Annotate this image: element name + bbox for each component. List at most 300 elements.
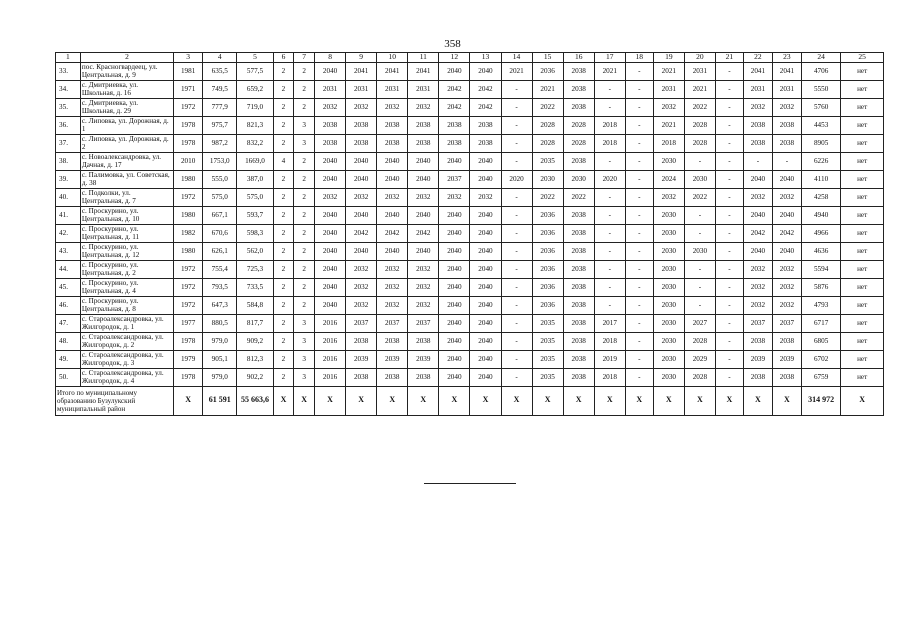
table-cell: 2038 xyxy=(563,314,594,332)
total-row xyxy=(56,386,884,415)
table-cell: - xyxy=(715,278,743,296)
row-number: 33. xyxy=(56,62,81,80)
table-cell: 2 xyxy=(273,314,294,332)
table-cell: 2022 xyxy=(684,98,715,116)
table-cell: 2040 xyxy=(439,278,470,296)
total-cell: X xyxy=(377,386,408,415)
table-cell: 1981 xyxy=(174,62,203,80)
total-cell: 55 663,6 xyxy=(237,386,273,415)
table-cell: 1669,0 xyxy=(237,152,273,170)
table-cell: - xyxy=(501,224,532,242)
table-cell: 2042 xyxy=(743,224,772,242)
table-cell: - xyxy=(715,260,743,278)
table-cell: 1971 xyxy=(174,80,203,98)
address-cell: с. Липовка, ул. Дорожная, д. 1 xyxy=(80,116,173,134)
table-cell: 2 xyxy=(294,62,315,80)
table-cell: 6717 xyxy=(801,314,840,332)
table-cell: 2 xyxy=(273,224,294,242)
table-cell: 2041 xyxy=(377,62,408,80)
table-cell: 2032 xyxy=(346,278,377,296)
table-cell: 2032 xyxy=(377,188,408,206)
table-cell: 5550 xyxy=(801,80,840,98)
table-cell: 2042 xyxy=(439,98,470,116)
table-cell: 2040 xyxy=(346,242,377,260)
table-cell: 2040 xyxy=(408,206,439,224)
table-cell: 2035 xyxy=(532,332,563,350)
table-cell: 2035 xyxy=(532,314,563,332)
table-cell: 2042 xyxy=(470,80,501,98)
table-cell: - xyxy=(715,188,743,206)
row-number: 40. xyxy=(56,188,81,206)
table-cell: 2038 xyxy=(377,116,408,134)
table-cell: 2040 xyxy=(377,170,408,188)
table-cell: 2040 xyxy=(439,368,470,386)
table-cell: 905,1 xyxy=(203,350,237,368)
table-cell: 2038 xyxy=(439,116,470,134)
table-cell: 2030 xyxy=(653,278,684,296)
table-cell: 2037 xyxy=(439,170,470,188)
table-cell: 2038 xyxy=(563,350,594,368)
table-row xyxy=(56,314,884,332)
table-cell: - xyxy=(715,170,743,188)
table-cell: 2040 xyxy=(470,170,501,188)
table-cell: 2040 xyxy=(470,314,501,332)
table-cell: - xyxy=(625,350,653,368)
address-cell: с. Проскурино, ул. Центральная, д. 12 xyxy=(80,242,173,260)
table-cell: 6702 xyxy=(801,350,840,368)
table-cell: - xyxy=(715,62,743,80)
table-cell: 2040 xyxy=(470,206,501,224)
column-header: 4 xyxy=(203,53,237,63)
table-cell: 2042 xyxy=(377,224,408,242)
column-header: 5 xyxy=(237,53,273,63)
table-cell: 2041 xyxy=(408,62,439,80)
table-cell: 2040 xyxy=(408,242,439,260)
table-cell: 2 xyxy=(273,170,294,188)
address-cell: с. Липовка, ул. Дорожная, д. 2 xyxy=(80,134,173,152)
table-cell: 2 xyxy=(273,350,294,368)
table-cell: нет xyxy=(841,170,884,188)
table-cell: 2030 xyxy=(684,242,715,260)
table-cell: - xyxy=(715,242,743,260)
table-row xyxy=(56,98,884,116)
column-header: 3 xyxy=(174,53,203,63)
table-cell: 4 xyxy=(273,152,294,170)
table-row xyxy=(56,332,884,350)
table-cell: 2038 xyxy=(563,206,594,224)
address-cell: с. Староалександровка, ул. Жилгородок, д. 4 xyxy=(80,368,173,386)
total-cell: X xyxy=(294,386,315,415)
table-cell: 2021 xyxy=(653,116,684,134)
table-cell: 1972 xyxy=(174,98,203,116)
table-cell: - xyxy=(715,314,743,332)
table-cell: 2030 xyxy=(532,170,563,188)
column-header: 11 xyxy=(408,53,439,63)
table-cell: 2040 xyxy=(439,224,470,242)
table-cell: 1972 xyxy=(174,296,203,314)
table-cell: 2 xyxy=(294,242,315,260)
table-cell: нет xyxy=(841,98,884,116)
table-row xyxy=(56,80,884,98)
table-cell: - xyxy=(625,242,653,260)
address-cell: с. Новоалександровка, ул. Дачная, д. 17 xyxy=(80,152,173,170)
row-number: 37. xyxy=(56,134,81,152)
table-cell: 2040 xyxy=(377,242,408,260)
table-cell: 2 xyxy=(294,260,315,278)
table-cell: - xyxy=(715,296,743,314)
table-cell: 598,3 xyxy=(237,224,273,242)
table-cell: 2030 xyxy=(653,296,684,314)
total-cell: X xyxy=(772,386,801,415)
table-cell: - xyxy=(625,116,653,134)
table-cell: 2037 xyxy=(772,314,801,332)
table-cell: - xyxy=(625,314,653,332)
table-cell: - xyxy=(625,188,653,206)
table-cell: 979,0 xyxy=(203,332,237,350)
table-cell: 2028 xyxy=(563,116,594,134)
table-cell: 2037 xyxy=(377,314,408,332)
table-cell: нет xyxy=(841,224,884,242)
table-cell: 577,5 xyxy=(237,62,273,80)
table-cell: 2038 xyxy=(346,332,377,350)
table-cell: 555,0 xyxy=(203,170,237,188)
page-number: 358 xyxy=(444,38,461,50)
table-cell: 2040 xyxy=(470,224,501,242)
table-cell: - xyxy=(501,134,532,152)
table-cell: 2020 xyxy=(501,170,532,188)
table-cell: 562,0 xyxy=(237,242,273,260)
table-cell: 3 xyxy=(294,314,315,332)
table-cell: 3 xyxy=(294,332,315,350)
column-header: 19 xyxy=(653,53,684,63)
table-cell: нет xyxy=(841,80,884,98)
table-cell: нет xyxy=(841,242,884,260)
table-cell: - xyxy=(684,224,715,242)
table-cell: 2018 xyxy=(594,368,625,386)
table-cell: 2032 xyxy=(743,260,772,278)
table-cell: 2038 xyxy=(315,116,346,134)
table-cell: 2040 xyxy=(470,260,501,278)
table-cell: - xyxy=(594,224,625,242)
table-cell: 2038 xyxy=(377,134,408,152)
table-cell: - xyxy=(715,332,743,350)
table-cell: 2038 xyxy=(377,368,408,386)
table-cell: 2036 xyxy=(532,206,563,224)
table-cell: 2040 xyxy=(439,296,470,314)
total-label: Итого по муниципальному образованию Бузулукский муниципальный район xyxy=(56,386,174,415)
table-cell: 2032 xyxy=(346,296,377,314)
table-cell: 2042 xyxy=(408,224,439,242)
table-cell: 2 xyxy=(273,116,294,134)
table-cell: 2028 xyxy=(684,332,715,350)
table-cell: 635,5 xyxy=(203,62,237,80)
table-cell: 2032 xyxy=(772,296,801,314)
table-cell: 2020 xyxy=(594,170,625,188)
row-number: 39. xyxy=(56,170,81,188)
table-cell: - xyxy=(625,332,653,350)
table-cell: 4110 xyxy=(801,170,840,188)
table-row xyxy=(56,242,884,260)
table-cell: 2038 xyxy=(563,224,594,242)
table-cell: 2038 xyxy=(743,332,772,350)
column-header: 12 xyxy=(439,53,470,63)
table-cell: 4793 xyxy=(801,296,840,314)
table-cell: 2 xyxy=(294,98,315,116)
table-cell: 2 xyxy=(294,170,315,188)
table-cell: 1979 xyxy=(174,350,203,368)
table-cell: 2040 xyxy=(315,260,346,278)
table-cell: 2 xyxy=(273,188,294,206)
table-cell: - xyxy=(501,314,532,332)
table-cell: 2040 xyxy=(772,170,801,188)
table-cell: 2040 xyxy=(408,170,439,188)
table-cell: 2016 xyxy=(315,368,346,386)
table-cell: 647,3 xyxy=(203,296,237,314)
table-cell: 817,7 xyxy=(237,314,273,332)
total-cell: X xyxy=(653,386,684,415)
table-cell: 2028 xyxy=(684,116,715,134)
table-cell: 2038 xyxy=(315,134,346,152)
table-cell: 2040 xyxy=(470,368,501,386)
table-cell: 2029 xyxy=(684,350,715,368)
column-header: 10 xyxy=(377,53,408,63)
table-cell: 2028 xyxy=(532,134,563,152)
table-cell: - xyxy=(501,152,532,170)
table-cell: - xyxy=(501,242,532,260)
column-header: 24 xyxy=(801,53,840,63)
table-cell: 1753,0 xyxy=(203,152,237,170)
table-cell: 2 xyxy=(273,278,294,296)
table-cell: - xyxy=(594,152,625,170)
table-cell: 2038 xyxy=(439,134,470,152)
table-cell: 4940 xyxy=(801,206,840,224)
table-cell: 2037 xyxy=(346,314,377,332)
table-cell: 2040 xyxy=(346,206,377,224)
table-cell: 1978 xyxy=(174,116,203,134)
table-cell: нет xyxy=(841,314,884,332)
table-cell: 2039 xyxy=(377,350,408,368)
table-row xyxy=(56,152,884,170)
table-cell: - xyxy=(715,80,743,98)
table-cell: 2032 xyxy=(408,278,439,296)
table-cell: 2042 xyxy=(772,224,801,242)
table-cell: 719,0 xyxy=(237,98,273,116)
table-cell: 2038 xyxy=(772,332,801,350)
table-cell: 2022 xyxy=(563,188,594,206)
row-number: 47. xyxy=(56,314,81,332)
address-cell: с. Староалександровка, ул. Жилгородок, д. 3 xyxy=(80,350,173,368)
table-cell: 2040 xyxy=(772,242,801,260)
table-cell: 2030 xyxy=(653,206,684,224)
table-cell: - xyxy=(501,296,532,314)
row-number: 35. xyxy=(56,98,81,116)
row-number: 43. xyxy=(56,242,81,260)
table-cell: 2018 xyxy=(594,116,625,134)
table-row xyxy=(56,206,884,224)
table-cell: 2032 xyxy=(408,188,439,206)
table-cell: - xyxy=(684,278,715,296)
table-cell: 2030 xyxy=(653,260,684,278)
table-cell: 2 xyxy=(273,62,294,80)
table-cell: 2 xyxy=(294,152,315,170)
table-cell: 2039 xyxy=(408,350,439,368)
table-cell: 2032 xyxy=(315,188,346,206)
table-cell: 5594 xyxy=(801,260,840,278)
column-header: 6 xyxy=(273,53,294,63)
table-cell: 755,4 xyxy=(203,260,237,278)
table-cell: 2032 xyxy=(377,260,408,278)
table-cell: 2032 xyxy=(743,278,772,296)
table-cell: 2035 xyxy=(532,152,563,170)
table-cell: 2 xyxy=(273,206,294,224)
table-cell: 1980 xyxy=(174,206,203,224)
table-cell: 2031 xyxy=(346,80,377,98)
table-cell: 2040 xyxy=(439,260,470,278)
table-cell: 777,9 xyxy=(203,98,237,116)
closing-rule xyxy=(424,483,516,484)
table-cell: 2022 xyxy=(532,188,563,206)
table-cell: 2031 xyxy=(315,80,346,98)
table-cell: 2021 xyxy=(653,62,684,80)
table-cell: 2 xyxy=(294,80,315,98)
table-cell: - xyxy=(594,296,625,314)
table-cell: 725,3 xyxy=(237,260,273,278)
table-cell: 2030 xyxy=(653,332,684,350)
header-row xyxy=(56,53,884,63)
table-row xyxy=(56,368,884,386)
table-cell: 6226 xyxy=(801,152,840,170)
table-cell: 2027 xyxy=(684,314,715,332)
housing-register-table xyxy=(55,52,884,416)
table-cell: 2031 xyxy=(653,80,684,98)
table-cell: 2 xyxy=(294,296,315,314)
table-cell: - xyxy=(501,80,532,98)
table-cell: 2030 xyxy=(653,242,684,260)
address-cell: с. Проскурино, ул. Центральная, д. 2 xyxy=(80,260,173,278)
table-cell: 1972 xyxy=(174,260,203,278)
table-cell: 2036 xyxy=(532,224,563,242)
table-row xyxy=(56,278,884,296)
table-cell: 2041 xyxy=(346,62,377,80)
table-cell: 2019 xyxy=(594,350,625,368)
table-cell: 4258 xyxy=(801,188,840,206)
column-header: 22 xyxy=(743,53,772,63)
table-cell: 2030 xyxy=(653,224,684,242)
table-cell: - xyxy=(501,260,532,278)
table-cell: - xyxy=(501,368,532,386)
table-cell: - xyxy=(715,206,743,224)
table-cell: - xyxy=(594,206,625,224)
table-cell: 2040 xyxy=(439,350,470,368)
row-number: 36. xyxy=(56,116,81,134)
table-cell: 667,1 xyxy=(203,206,237,224)
table-cell: 2036 xyxy=(532,62,563,80)
table-cell: 2030 xyxy=(653,350,684,368)
table-cell: 1980 xyxy=(174,170,203,188)
table-cell: 2042 xyxy=(346,224,377,242)
table-cell: 2040 xyxy=(470,350,501,368)
table-cell: 2030 xyxy=(563,170,594,188)
table-cell: - xyxy=(625,224,653,242)
column-header: 17 xyxy=(594,53,625,63)
table-cell: 2038 xyxy=(470,134,501,152)
table-cell: 2 xyxy=(273,296,294,314)
table-cell: - xyxy=(625,278,653,296)
address-cell: с. Палимовка, ул. Советская, д. 38 xyxy=(80,170,173,188)
table-cell: 2028 xyxy=(532,116,563,134)
table-row xyxy=(56,296,884,314)
table-cell: 575,0 xyxy=(237,188,273,206)
table-cell: 2042 xyxy=(470,98,501,116)
table-cell: нет xyxy=(841,350,884,368)
table-cell: 2032 xyxy=(408,260,439,278)
table-cell: 2 xyxy=(294,278,315,296)
total-cell: X xyxy=(715,386,743,415)
table-cell: 2035 xyxy=(532,350,563,368)
table-cell: 4636 xyxy=(801,242,840,260)
table-cell: 1978 xyxy=(174,332,203,350)
table-cell: 2038 xyxy=(563,368,594,386)
table-cell: 2031 xyxy=(743,80,772,98)
table-row xyxy=(56,188,884,206)
table-cell: - xyxy=(594,98,625,116)
table-cell: - xyxy=(715,116,743,134)
table-cell: 2021 xyxy=(594,62,625,80)
table-cell: - xyxy=(594,80,625,98)
table-row xyxy=(56,350,884,368)
table-cell: - xyxy=(594,242,625,260)
total-cell: X xyxy=(346,386,377,415)
table-cell: нет xyxy=(841,206,884,224)
table-cell: - xyxy=(684,206,715,224)
table-cell: 2041 xyxy=(772,62,801,80)
table-cell: 8905 xyxy=(801,134,840,152)
row-number: 44. xyxy=(56,260,81,278)
table-cell: - xyxy=(501,278,532,296)
table-cell: 2040 xyxy=(315,278,346,296)
table-row xyxy=(56,170,884,188)
table-cell: 2038 xyxy=(346,116,377,134)
table-cell: 4966 xyxy=(801,224,840,242)
table-cell: - xyxy=(625,368,653,386)
table-cell: 2038 xyxy=(563,296,594,314)
table-cell: 2040 xyxy=(315,152,346,170)
row-number: 34. xyxy=(56,80,81,98)
table-cell: 2040 xyxy=(743,242,772,260)
table-cell: 2032 xyxy=(408,98,439,116)
address-cell: с. Подколки, ул. Центральная, д. 7 xyxy=(80,188,173,206)
table-cell: 2038 xyxy=(377,332,408,350)
total-cell: X xyxy=(315,386,346,415)
column-header: 8 xyxy=(315,53,346,63)
table-cell: 1977 xyxy=(174,314,203,332)
table-cell: - xyxy=(501,332,532,350)
table-cell: 2 xyxy=(273,242,294,260)
column-header: 15 xyxy=(532,53,563,63)
table-cell: - xyxy=(715,224,743,242)
table-cell: - xyxy=(625,134,653,152)
table-cell: 1972 xyxy=(174,278,203,296)
table-cell: 2 xyxy=(273,80,294,98)
table-cell: 3 xyxy=(294,350,315,368)
table-cell: 3 xyxy=(294,134,315,152)
table-cell: 575,0 xyxy=(203,188,237,206)
table-cell: 2038 xyxy=(346,368,377,386)
table-cell: 975,7 xyxy=(203,116,237,134)
table-cell: - xyxy=(772,152,801,170)
table-cell: 3 xyxy=(294,116,315,134)
total-cell: X xyxy=(563,386,594,415)
